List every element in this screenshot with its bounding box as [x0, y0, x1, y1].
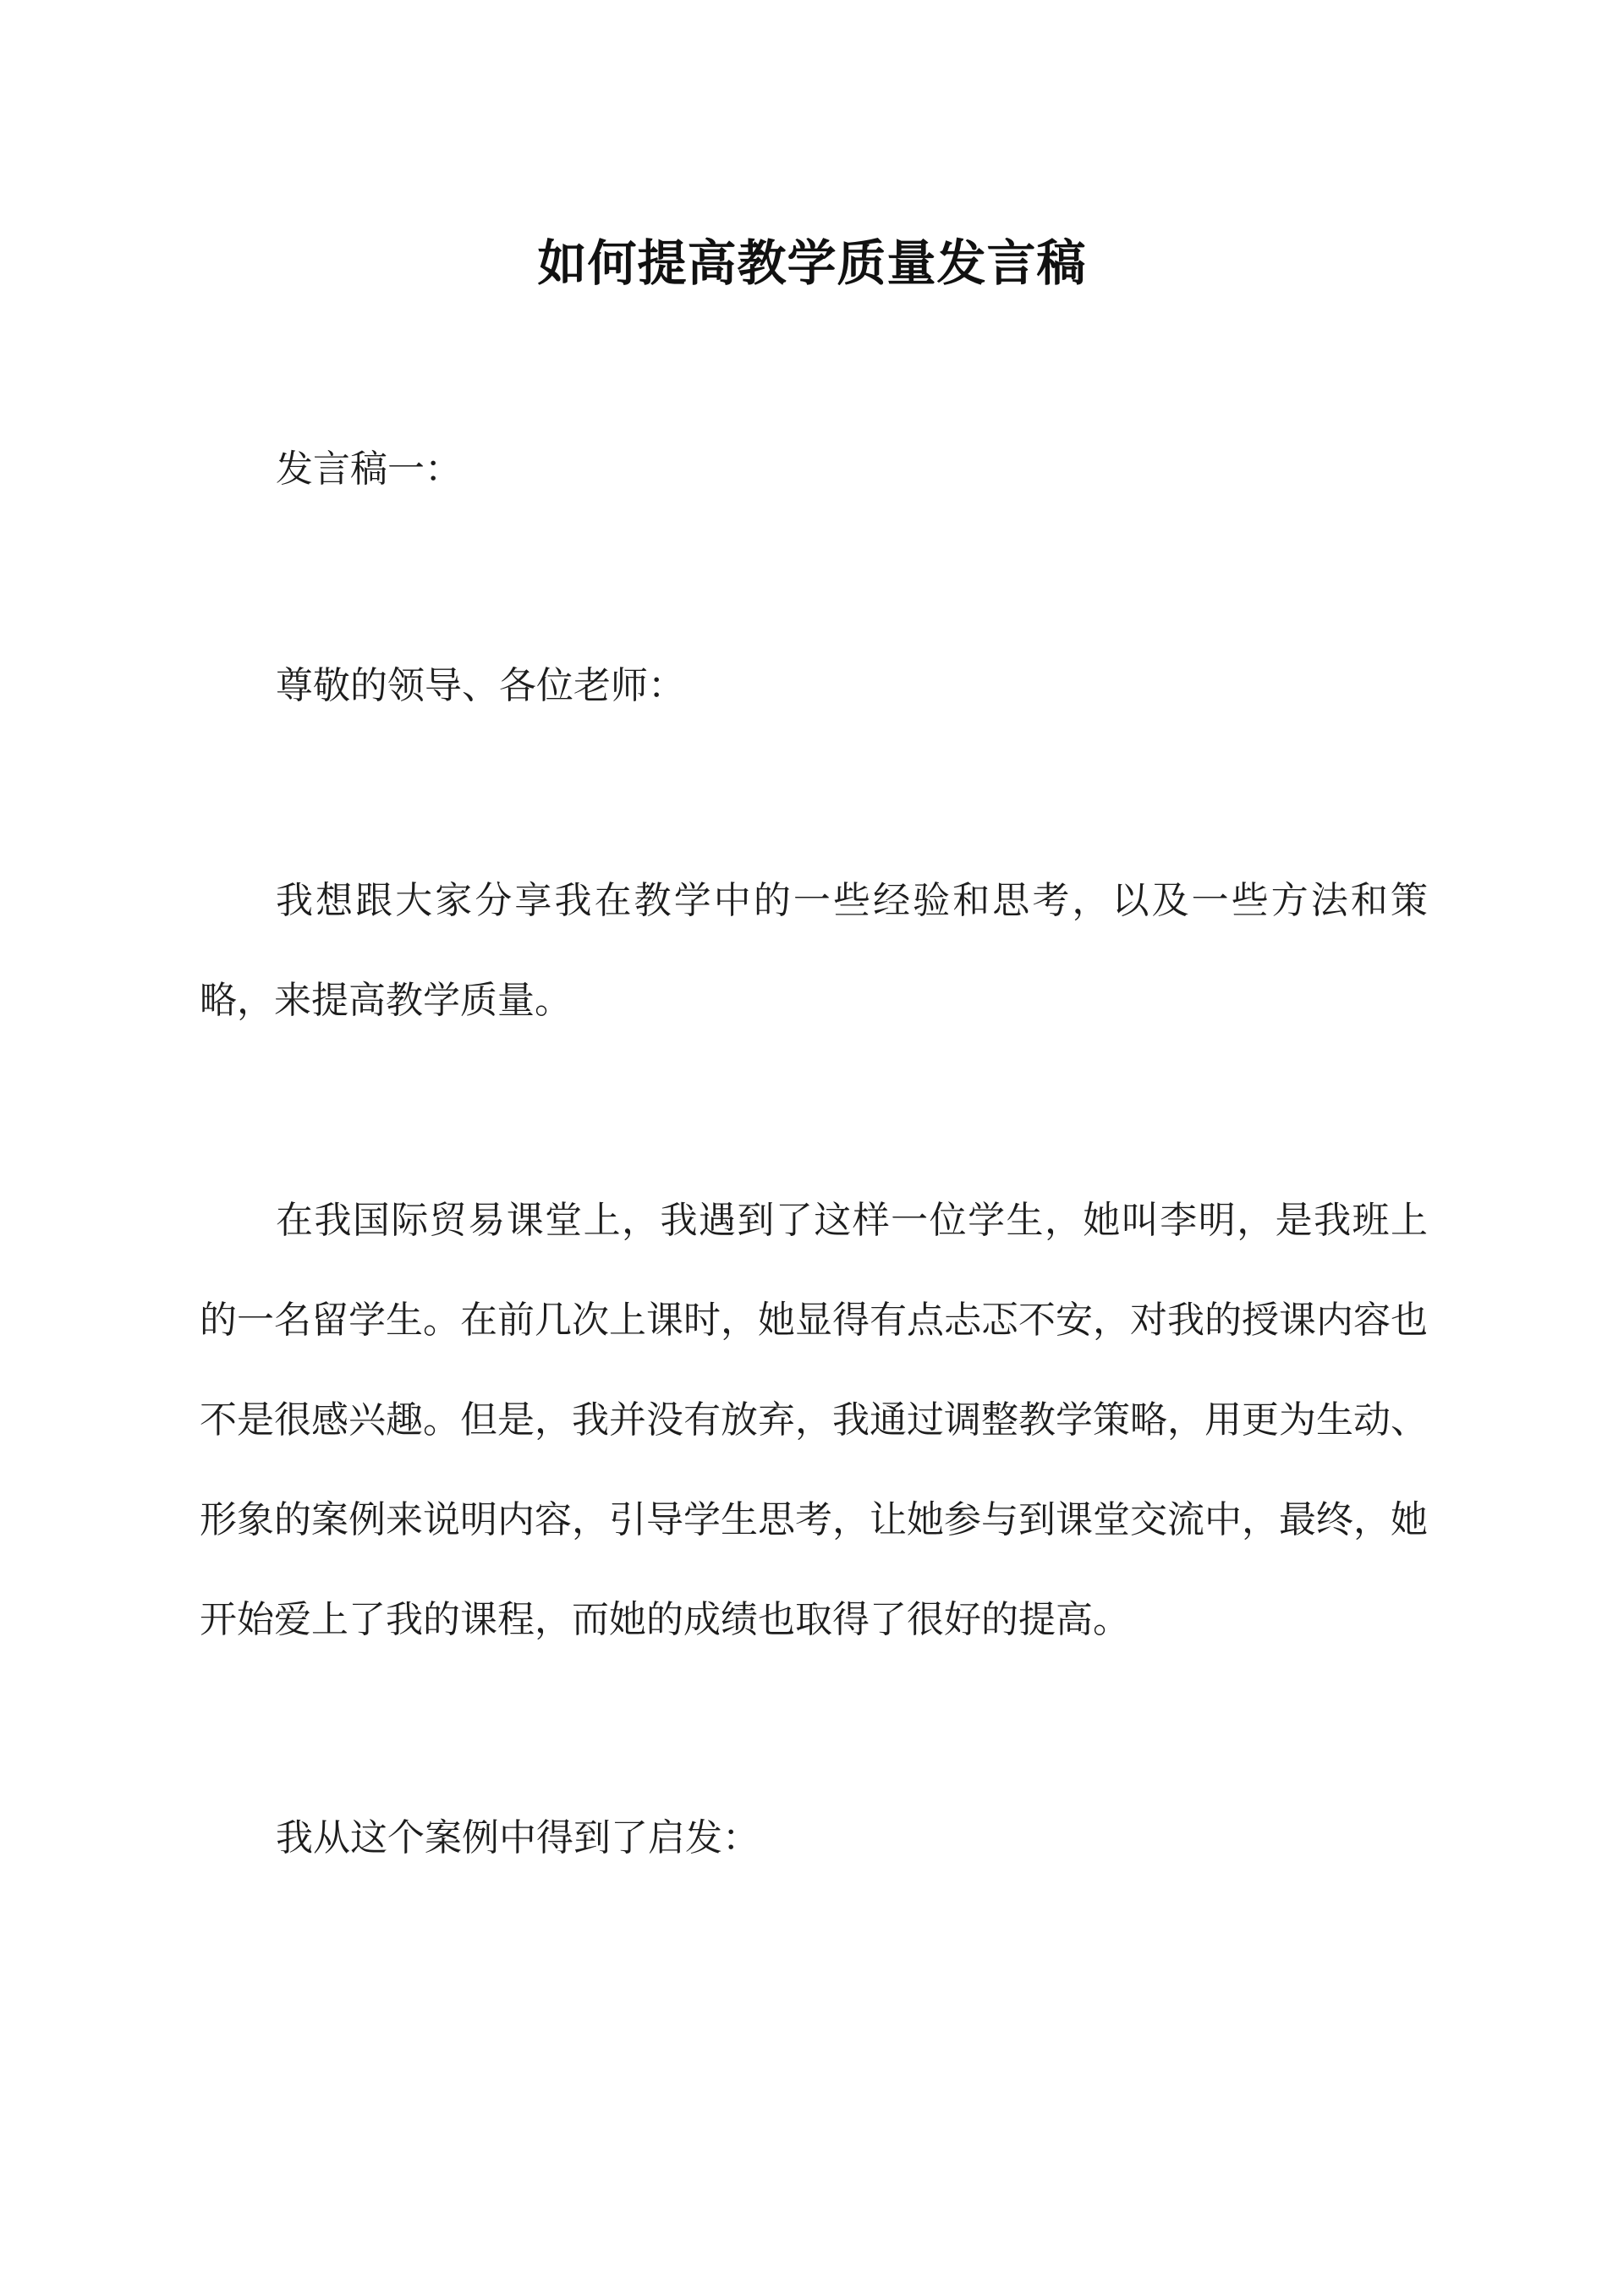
- paragraph-salutation: 尊敬的领导、各位老师：: [276, 664, 685, 707]
- paragraph-speech-label: 发言稿一：: [276, 448, 462, 491]
- document-title: 如何提高教学质量发言稿: [537, 233, 1087, 292]
- paragraph-inspiration: 我从这个案例中得到了启发：: [276, 1816, 760, 1859]
- paragraph-intro: 我想跟大家分享我在教学中的一些经验和思考，以及一些方法和策略，来提高教学质量。: [200, 879, 1428, 1022]
- paragraph-student-story: 在我国际贸易课堂上，我遇到了这样一位学生，她叫李明，是我班上的一名留学生。在前几次上课时，她显得有点忐忑不安，对我的授课内容也不是很感兴趣。但是，我并没有放弃，我通过调整教学策略，用更为生动、形象的案例来说明内容，引导学生思考，让她参与到课堂交流中，最终，她开始爱上了我的课程，而她的成绩也取得了很好的提高。: [200, 1199, 1428, 1641]
